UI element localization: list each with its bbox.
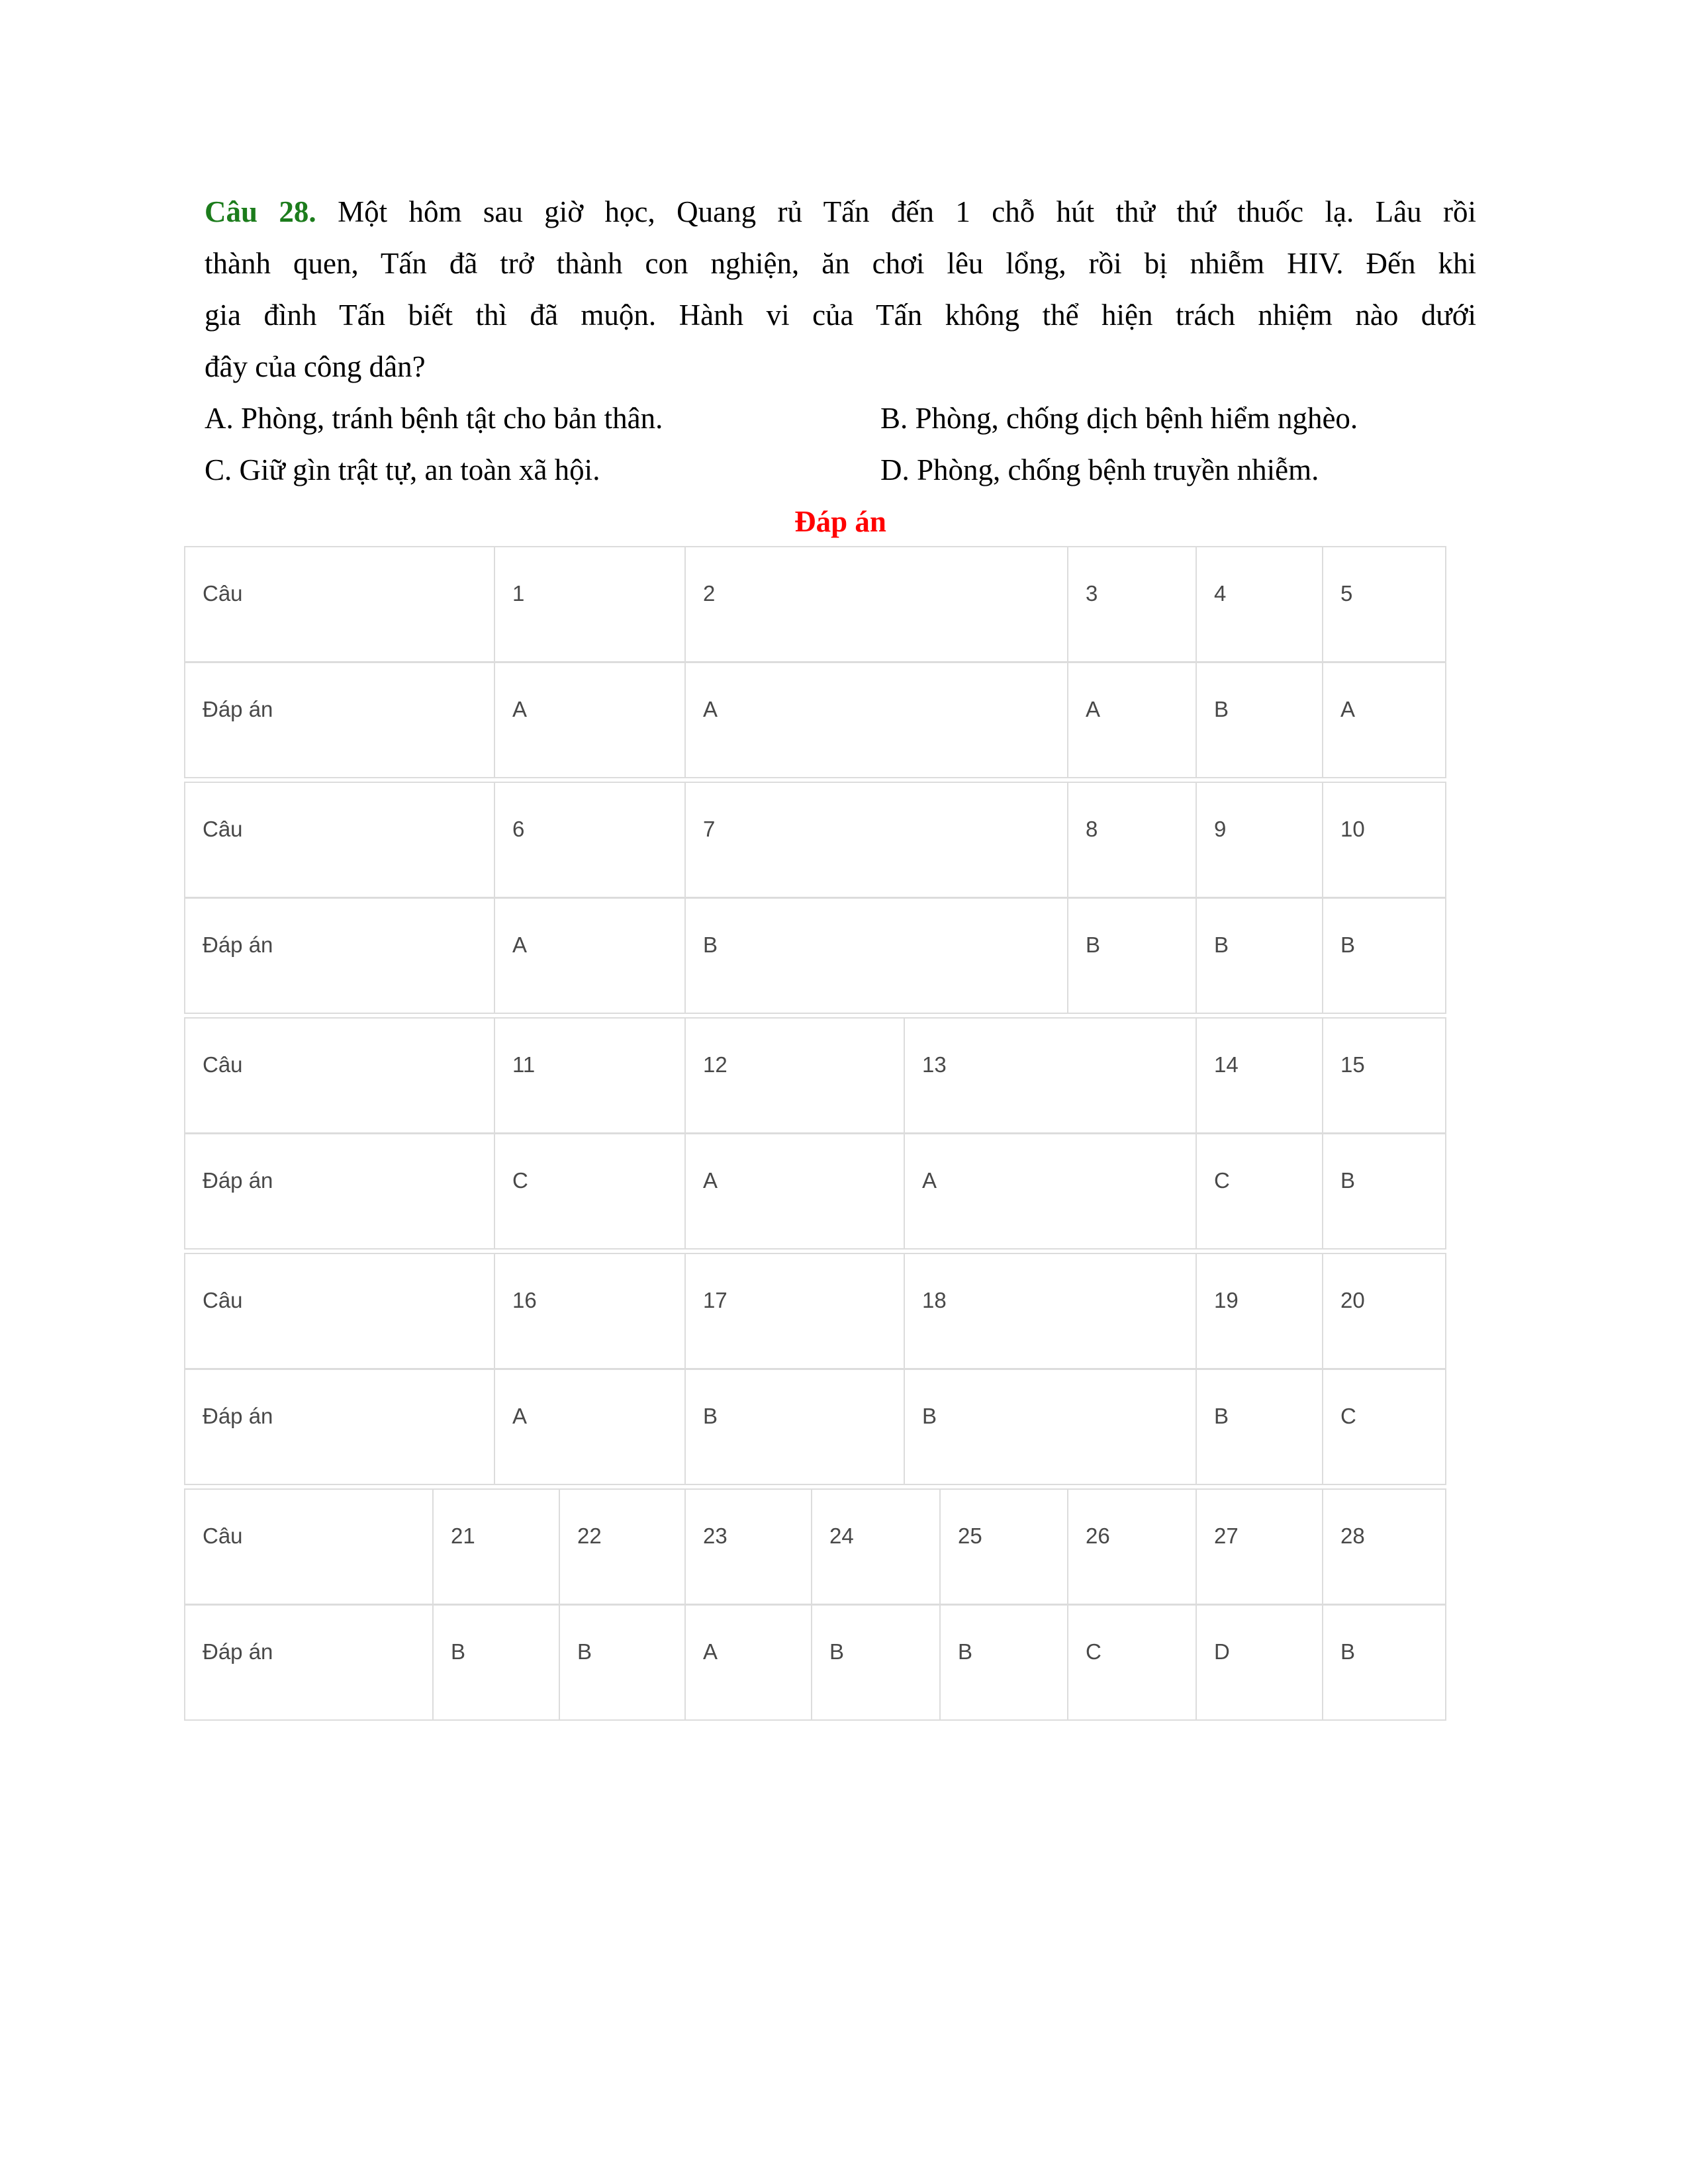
question-number-cell: 5 [1322,547,1448,661]
answer-key-group [184,1017,1446,1250]
row-label: Đáp án [203,1404,273,1428]
question-number-cell: 13 [904,1019,1196,1132]
answer-key-table [184,546,1446,1721]
question-number-row [185,1490,1445,1604]
question-number-cell: 1 [494,547,684,661]
answer-key-group [184,1253,1446,1485]
question-number-cell: 25 [939,1490,1067,1604]
question-number-cell: 28 [1322,1490,1448,1604]
option-b [880,392,1358,444]
question-number-cell: 16 [494,1254,684,1368]
answer-cell: B [684,1370,904,1484]
answer-key-group [184,782,1446,1014]
answer-cell: A [684,663,1067,777]
answer-cell: C [1067,1606,1196,1719]
question-number-row [185,1254,1445,1368]
option-c [205,444,880,496]
option-c-label: C. [205,453,232,486]
option-b-text: Phòng, chống dịch bệnh hiểm nghèo. [915,402,1358,435]
option-d-label: D. [880,453,910,486]
answer-row [185,1132,1445,1248]
answer-row [185,1604,1445,1719]
question-number: Câu 28. [205,195,316,228]
answer-cell: B [432,1606,559,1719]
question-number-cell: 23 [684,1490,811,1604]
answer-cell: A [494,899,684,1013]
question-number-cell: 15 [1322,1019,1448,1132]
question-number-cell: 7 [684,783,1067,897]
question-number-cell: 17 [684,1254,904,1368]
question-text-line-1: Một hôm sau giờ học, Quang rủ Tấn đến 1 chỗ hút thử thứ thuốc lạ. Lâu rồi [338,195,1476,228]
row-label: Đáp án [203,1639,273,1664]
question-number-cell: 27 [1196,1490,1322,1604]
options-row-2 [205,444,1476,496]
answer-cell: A [684,1606,811,1719]
answer-cell: A [494,663,684,777]
answer-cell: A [904,1134,1196,1248]
question-number-cell: 14 [1196,1019,1322,1132]
question-line-4: đây của công dân? [205,350,426,383]
answer-cell: A [494,1370,684,1484]
option-a-label: A. [205,402,234,435]
question-number-cell: 20 [1322,1254,1448,1368]
answer-cell: D [1196,1606,1322,1719]
question-number-row [185,1019,1445,1132]
answer-cell: A [1067,663,1196,777]
answer-cell: A [684,1134,904,1248]
question-number-cell: 2 [684,547,1067,661]
answer-cell: B [811,1606,939,1719]
answer-cell: B [904,1370,1196,1484]
answer-cell: B [1322,1606,1448,1719]
answer-cell: B [1322,899,1448,1013]
question-number-cell: 6 [494,783,684,897]
question-number-cell: 10 [1322,783,1448,897]
option-a-text: Phòng, tránh bệnh tật cho bản thân. [241,402,663,435]
question-number-cell: 12 [684,1019,904,1132]
question-number-cell: 22 [559,1490,684,1604]
question-number-cell: 3 [1067,547,1196,661]
option-c-text: Giữ gìn trật tự, an toàn xã hội. [239,453,600,486]
option-d [880,444,1319,496]
question-line-3: gia đình Tấn biết thì đã muộn. Hành vi của Tấn không thể hiện trách nhiệm nào dưới [205,298,1476,332]
answer-key-heading: Đáp án [794,505,886,538]
answer-key-group [184,1488,1446,1721]
row-label: Đáp án [203,1168,273,1193]
row-label: Đáp án [203,697,273,721]
answer-key-group [184,546,1446,778]
question-number-cell: 9 [1196,783,1322,897]
answer-cell: B [1196,663,1322,777]
question-number-cell: 26 [1067,1490,1196,1604]
row-label: Câu [203,1288,243,1312]
option-d-text: Phòng, chống bệnh truyền nhiễm. [917,453,1319,486]
options-row-1 [205,392,1476,444]
row-label: Đáp án [203,933,273,957]
question-number-cell: 24 [811,1490,939,1604]
question-block [205,186,1476,547]
question-number-cell: 21 [432,1490,559,1604]
answer-cell: B [1196,899,1322,1013]
answer-cell: B [684,899,1067,1013]
answer-row [185,897,1445,1013]
row-label: Câu [203,1052,243,1077]
answer-cell: A [1322,663,1448,777]
answer-cell: C [1322,1370,1448,1484]
answer-cell: B [559,1606,684,1719]
question-line-2: thành quen, Tấn đã trở thành con nghiện, ăn chơi lêu lổng, rồi bị nhiễm HIV. Đến khi [205,247,1476,280]
answer-cell: B [1322,1134,1448,1248]
answer-cell: B [939,1606,1067,1719]
answer-cell: C [1196,1134,1322,1248]
question-number-row [185,547,1445,661]
question-line-1 [205,186,1476,238]
question-number-row [185,783,1445,897]
answer-row [185,1368,1445,1484]
question-number-cell: 4 [1196,547,1322,661]
option-a [205,392,880,444]
answer-cell: B [1067,899,1196,1013]
answer-cell: B [1196,1370,1322,1484]
row-label: Câu [203,817,243,841]
answer-cell: C [494,1134,684,1248]
question-number-cell: 11 [494,1019,684,1132]
question-number-cell: 18 [904,1254,1196,1368]
question-number-cell: 8 [1067,783,1196,897]
option-b-label: B. [880,402,908,435]
row-label: Câu [203,1524,243,1548]
row-label: Câu [203,581,243,606]
question-number-cell: 19 [1196,1254,1322,1368]
answer-row [185,661,1445,777]
